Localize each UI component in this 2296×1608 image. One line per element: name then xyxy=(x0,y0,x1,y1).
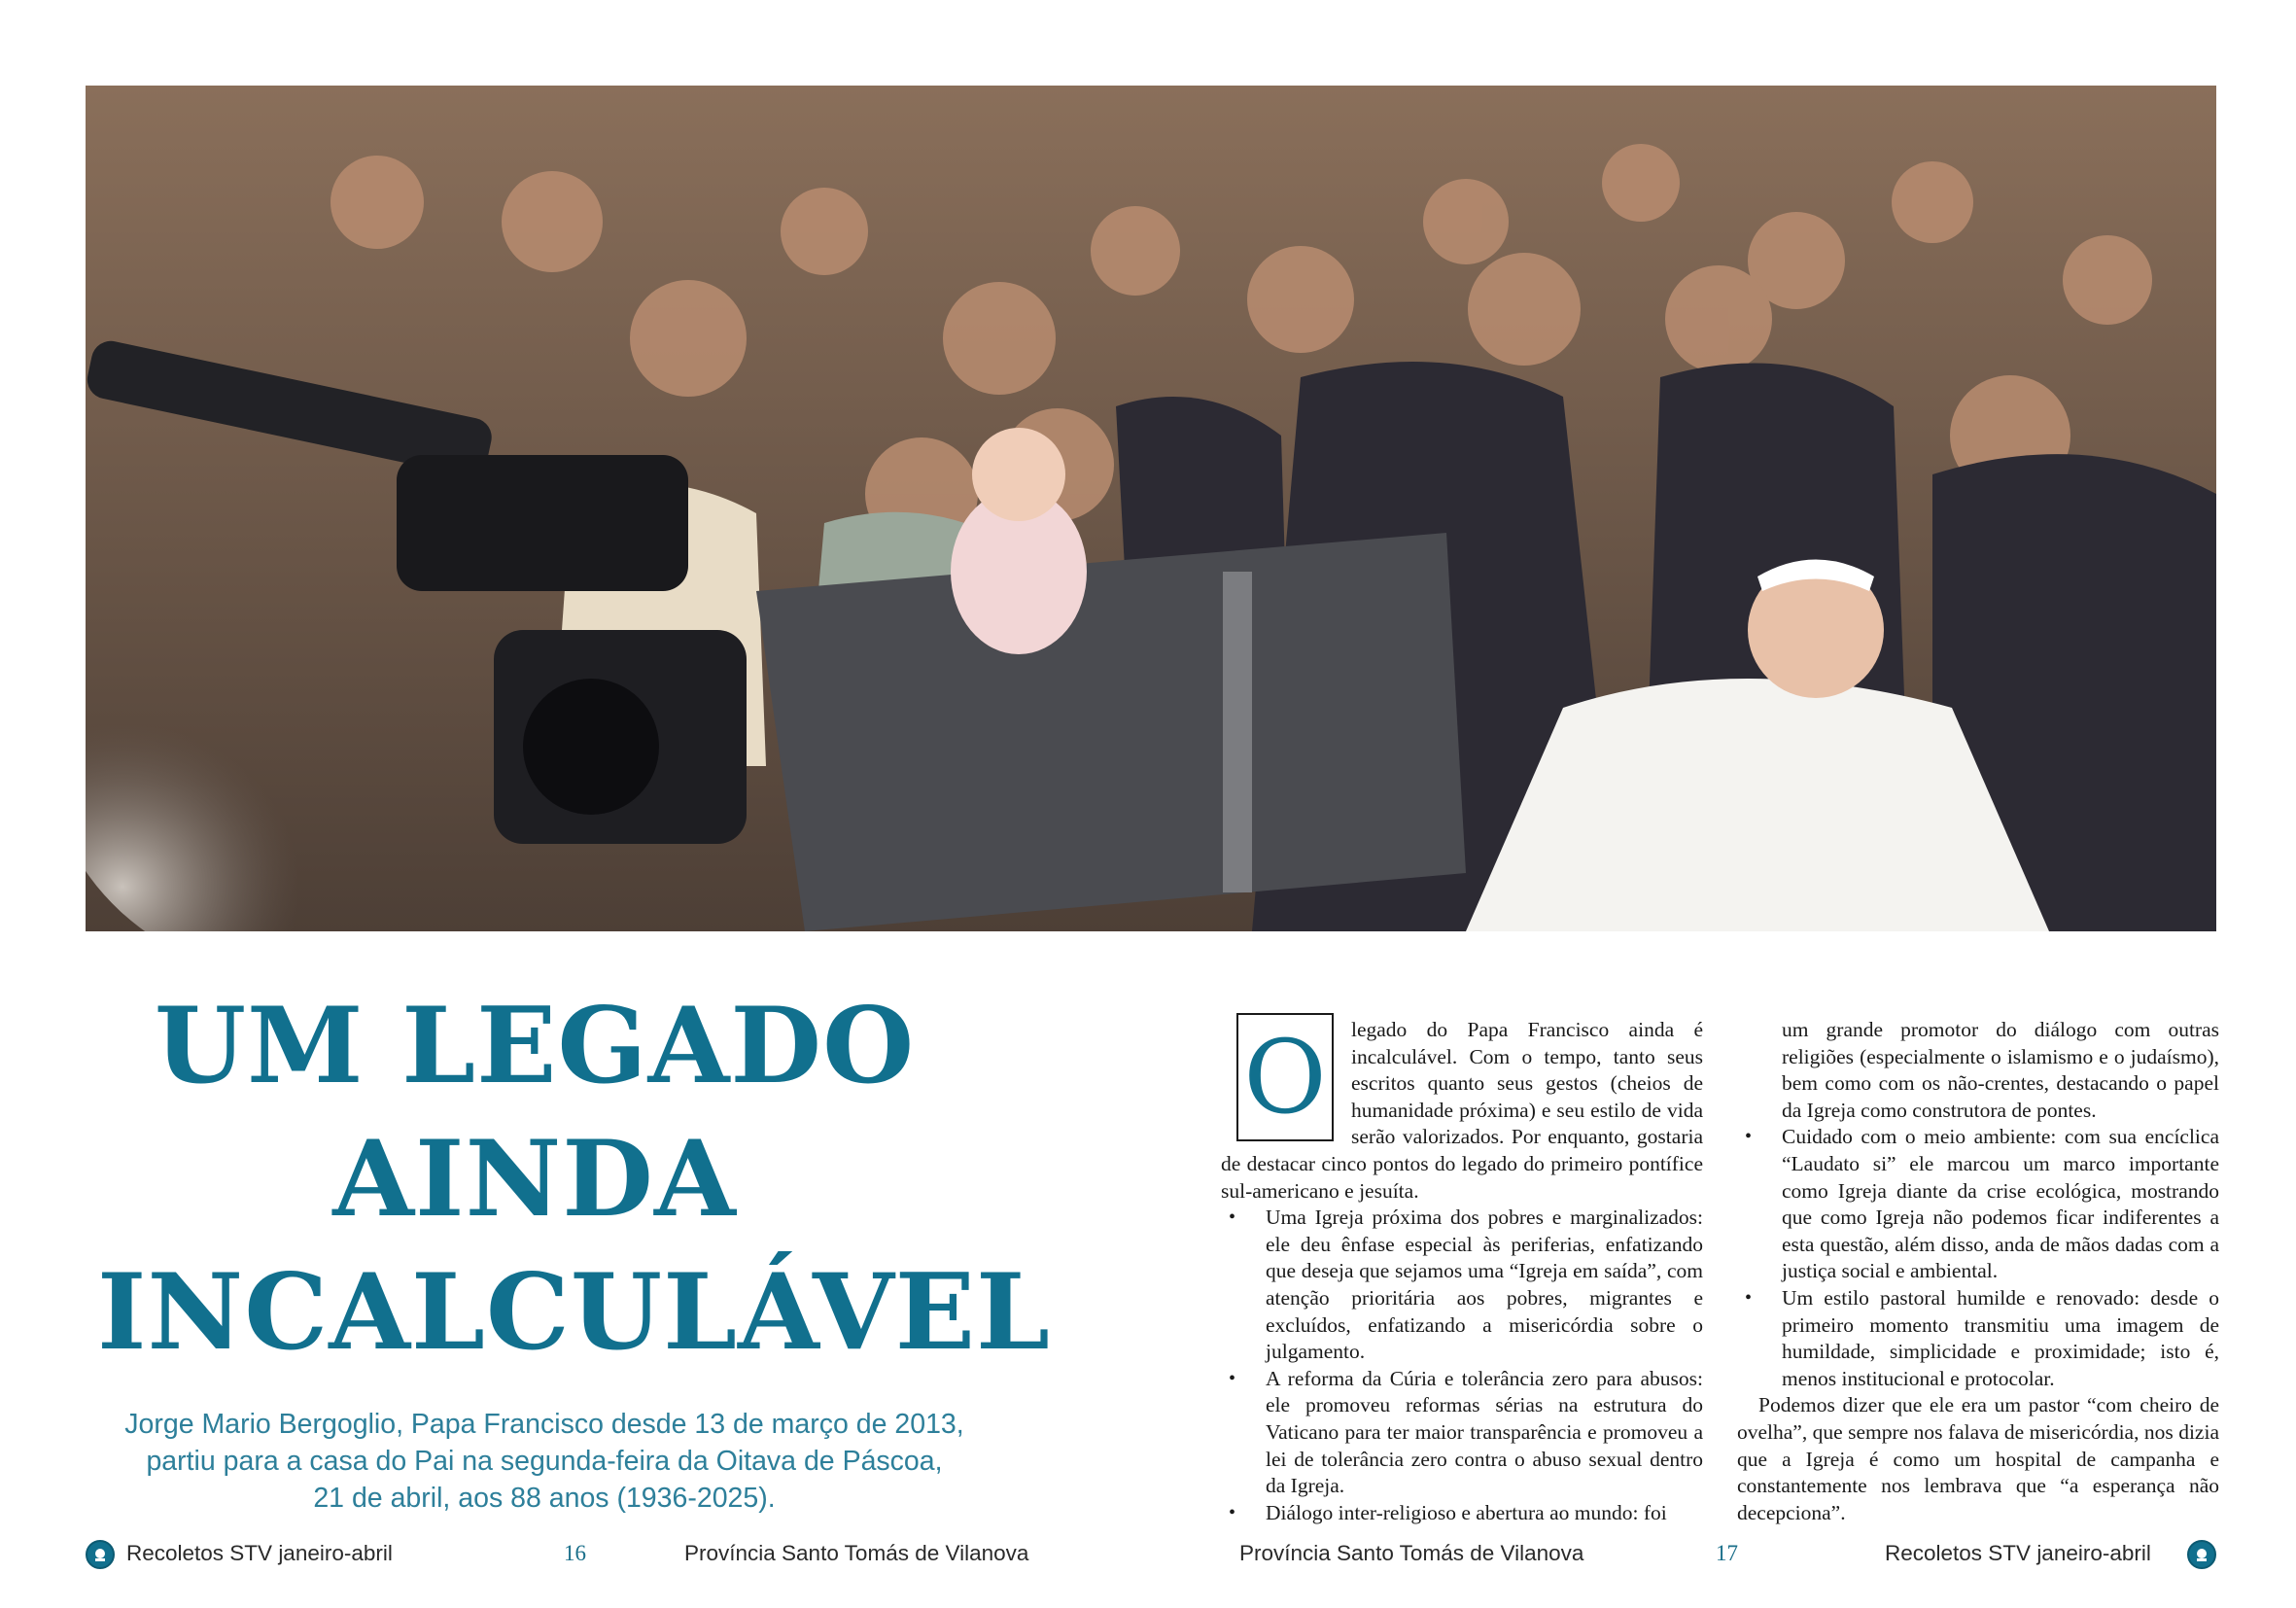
headline-line-1: UM LEGADO xyxy=(154,985,916,1107)
bullet-continuation: um grande promotor do diálogo com outras religiões (especialmente o islamismo e o judaísmo), bem como com os não-crentes, destacando o papel da Igreja como construtora de pontes. xyxy=(1782,1018,2219,1122)
bullet-list-1 xyxy=(1221,1205,1703,1526)
list-item: • Uma Igreja próxima dos pobres e marginalizados: ele deu ênfase especial às periferias, enfatizando que deseja que sejamos uma “Igreja em saída”, com atenção prioritária aos pobres, migrantes e excluídos, enfatizando a misericórdia sobre o julgamento. xyxy=(1221,1205,1703,1366)
footer-province-right: Província Santo Tomás de Vilanova xyxy=(1239,1541,1584,1565)
footer-magazine-right: Recoletos STV janeiro-abril xyxy=(1885,1541,2151,1565)
magazine-logo-icon xyxy=(2187,1540,2216,1569)
subtitle-line-1: Jorge Mario Bergoglio, Papa Francisco desde 13 de março de 2013, xyxy=(124,1409,964,1440)
page-number-left: 16 xyxy=(564,1541,586,1565)
hero-photo xyxy=(86,86,2216,931)
article-column-2 xyxy=(1737,1017,2219,1526)
headline-line-2: AINDA xyxy=(332,1118,737,1241)
page-number-right: 17 xyxy=(1716,1541,1738,1565)
article-column-1 xyxy=(1221,1017,1703,1526)
list-item: • Diálogo inter-religioso e abertura ao mundo: foi xyxy=(1221,1500,1703,1527)
subtitle-line-3: 21 de abril, aos 88 anos (1936-2025). xyxy=(313,1483,776,1514)
dropcap: O xyxy=(1236,1013,1334,1141)
footer-province-left: Província Santo Tomás de Vilanova xyxy=(684,1541,1029,1565)
article-subtitle xyxy=(78,1406,1011,1517)
magazine-logo-icon xyxy=(86,1540,115,1569)
bullet-list-2 xyxy=(1737,1124,2219,1392)
list-item: • Um estilo pastoral humilde e renovado: desde o primeiro momento transmitiu uma imagem de humildade, simplicidade e proximidade; isto é, menos institucional e protocolar. xyxy=(1737,1285,2219,1392)
photo-crowd-pope-icon xyxy=(86,86,2216,931)
intro-text: legado do Papa Francisco ainda é incalculável. Com o tempo, tanto seus escritos quanto seus gestos (cheios de humanidade próxima) e seu estilo de vida serão valorizados. Por enquanto, gostaria de destacar cinco pontos do legado do primeiro pontífice sul-americano e jesuíta. xyxy=(1221,1018,1703,1203)
intro-paragraph xyxy=(1221,1017,1703,1205)
article-headline xyxy=(97,980,1051,1380)
list-item: • A reforma da Cúria e tolerância zero para abusos: ele promoveu reformas sérias na estrutura do Vaticano para ter maior transparência e promoveu a lei de tolerância zero contra o abuso sexual dentro da Igreja. xyxy=(1221,1366,1703,1500)
footer-magazine-left: Recoletos STV janeiro-abril xyxy=(126,1541,393,1565)
headline-line-3: INCALCULÁVEL xyxy=(97,1251,1051,1374)
closing-paragraph: Podemos dizer que ele era um pastor “com cheiro de ovelha”, que sempre nos falava de misericórdia, nos dizia que a Igreja é como um hospital de campanha e constantemente nos lembrava que “a esperança não decepciona”. xyxy=(1737,1393,2219,1524)
list-item: • Cuidado com o meio ambiente: com sua encíclica “Laudato si” ele marcou um marco importante como Igreja diante da crise ecológica, mostrando que como Igreja não podemos ficar indiferentes a esta questão, além disso, anda de mãos dadas com a justiça social e ambiental. xyxy=(1737,1124,2219,1285)
subtitle-line-2: partiu para a casa do Pai na segunda-feira da Oitava de Páscoa, xyxy=(146,1446,943,1477)
